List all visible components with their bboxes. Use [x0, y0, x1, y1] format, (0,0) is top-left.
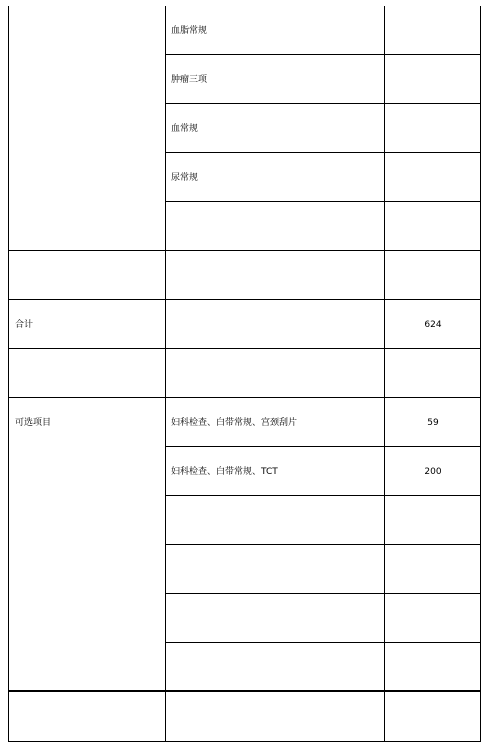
table-column-divider: [165, 6, 166, 742]
row-divider: [165, 201, 481, 202]
table-cell-item: 肿瘤三项: [171, 75, 208, 85]
table-cell-category: 合计: [15, 320, 34, 330]
row-divider: [165, 642, 481, 643]
table-cell-price: 624: [424, 320, 442, 330]
row-divider: [8, 397, 481, 398]
row-divider: [8, 690, 481, 692]
table-cell-price: 59: [427, 418, 439, 428]
row-divider: [165, 54, 481, 55]
row-divider: [165, 593, 481, 594]
table-cell-category: 可选项目: [15, 418, 52, 428]
row-divider: [165, 152, 481, 153]
table-column-divider: [384, 6, 385, 742]
table-cell-item: 妇科检查、白带常规、TCT: [171, 467, 278, 477]
row-divider: [8, 348, 481, 349]
table-cell-item: 妇科检查、白带常规、宫颈刮片: [171, 418, 298, 428]
table-left-border: [8, 6, 9, 742]
table-cell-item: 尿常规: [171, 173, 199, 183]
table-cell-item: 血常规: [171, 124, 199, 134]
row-divider: [165, 103, 481, 104]
row-divider: [8, 299, 481, 300]
row-divider: [165, 544, 481, 545]
row-divider: [165, 495, 481, 496]
table-bottom-border: [8, 741, 481, 742]
row-divider: [165, 446, 481, 447]
table-cell-price: 200: [424, 467, 442, 477]
table-right-border: [480, 6, 481, 742]
table-cell-item: 血脂常规: [171, 26, 208, 36]
row-divider: [8, 250, 481, 251]
